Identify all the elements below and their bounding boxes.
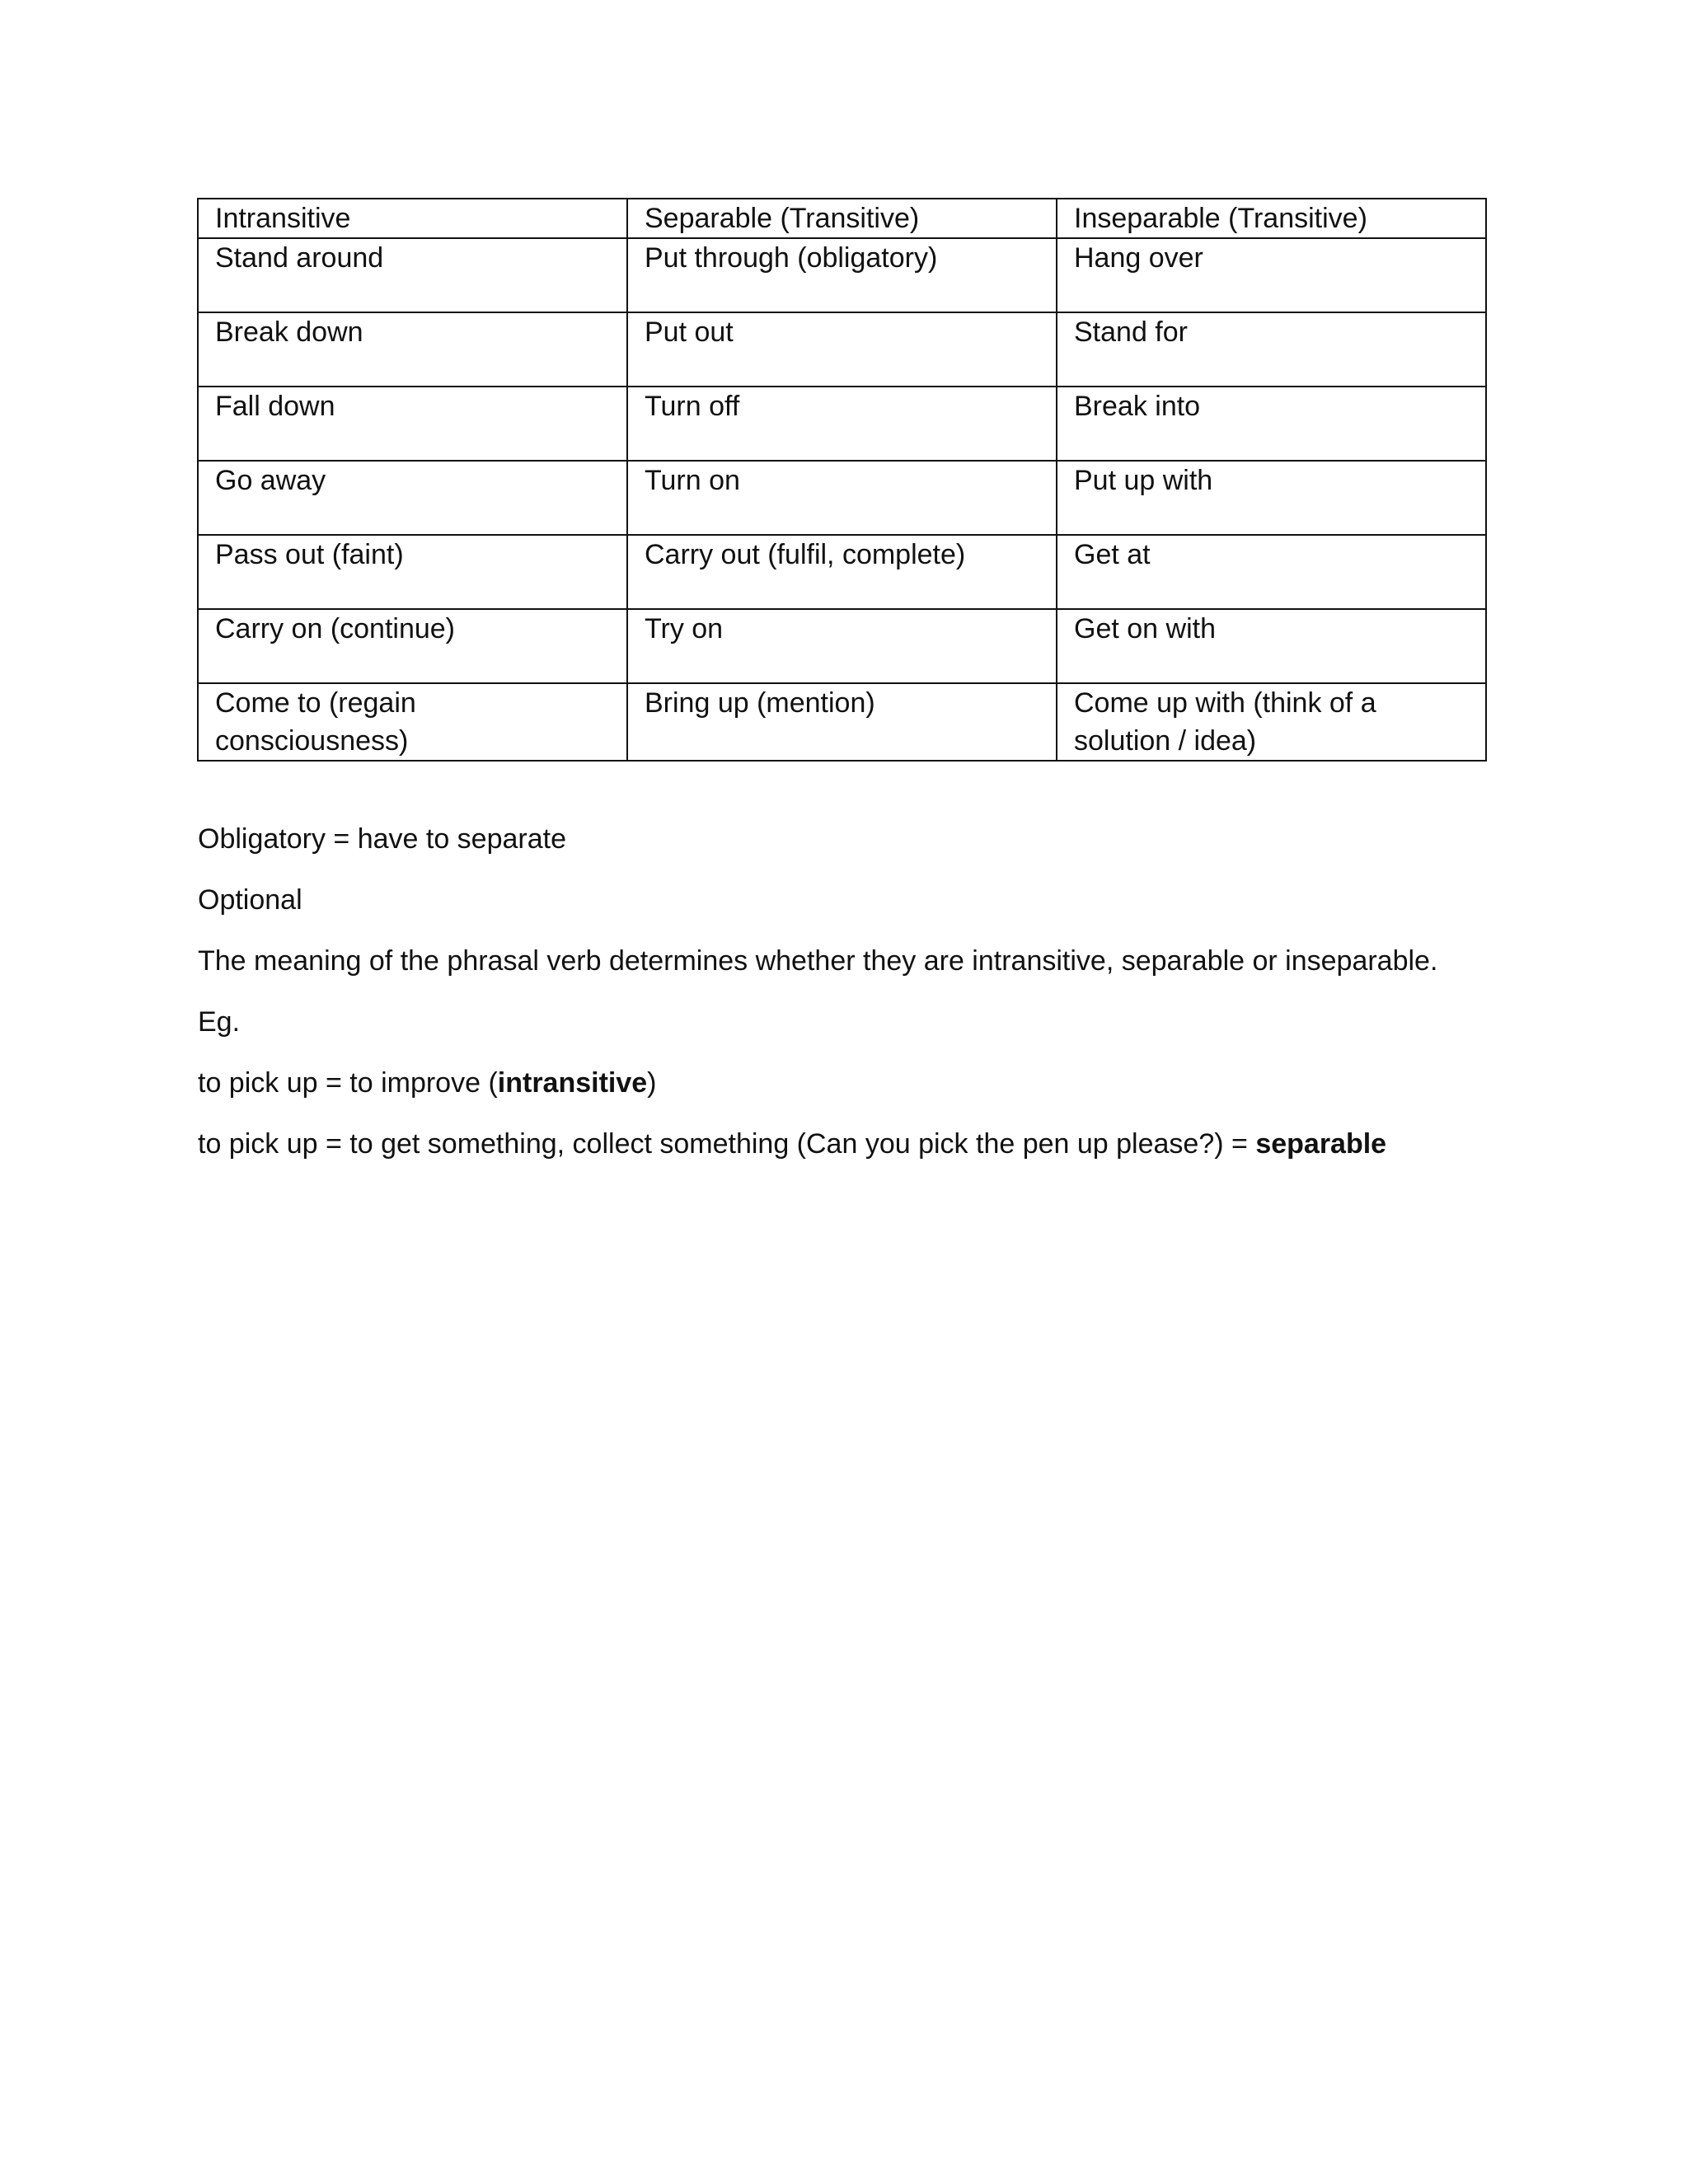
table-cell: Turn off — [627, 387, 1057, 461]
example-bold-term: separable — [1255, 1128, 1387, 1160]
table-cell: Stand for — [1057, 312, 1486, 387]
table-cell: Try on — [627, 609, 1057, 683]
example-text: ) — [647, 1067, 657, 1099]
table-cell: Get at — [1057, 535, 1486, 609]
table-row — [198, 238, 1486, 312]
table-cell: Pass out (faint) — [198, 535, 627, 609]
meaning-note: The meaning of the phrasal verb determines whether they are intransitive, separable or inseparable. — [198, 945, 1438, 977]
table-row — [198, 461, 1486, 535]
example-label: Eg. — [198, 1006, 241, 1038]
obligatory-note: Obligatory = have to separate — [198, 823, 566, 855]
table-cell: Turn on — [627, 461, 1057, 535]
example-text: to pick up = to get something, collect something (Can you pick the pen up please?) = — [198, 1128, 1256, 1160]
optional-note: Optional — [198, 884, 302, 916]
table-row — [198, 535, 1486, 609]
header-intransitive: Intransitive — [198, 199, 627, 238]
table-cell: Carry out (fulfil, complete) — [627, 535, 1057, 609]
table-cell: Break down — [198, 312, 627, 387]
table-cell: Put out — [627, 312, 1057, 387]
table-row — [198, 387, 1486, 461]
table-cell: Stand around — [198, 238, 627, 312]
header-inseparable: Inseparable (Transitive) — [1057, 199, 1486, 238]
table-cell: Fall down — [198, 387, 627, 461]
table-cell: Carry on (continue) — [198, 609, 627, 683]
table-cell: Come up with (think of a solution / idea) — [1057, 683, 1486, 761]
table-cell: Hang over — [1057, 238, 1486, 312]
notes-section — [198, 820, 1517, 1186]
table-cell: Get on with — [1057, 609, 1486, 683]
example-bold-term: intransitive — [497, 1067, 648, 1099]
table-cell: Put through (obligatory) — [627, 238, 1057, 312]
table-row — [198, 683, 1486, 761]
table-cell: Break into — [1057, 387, 1486, 461]
example-intransitive — [198, 1064, 1517, 1102]
example-separable — [198, 1125, 1517, 1163]
example-text: to pick up = to improve ( — [198, 1067, 498, 1099]
table-cell: Bring up (mention) — [627, 683, 1057, 761]
table-cell: Come to (regain consciousness) — [198, 683, 627, 761]
table-cell: Go away — [198, 461, 627, 535]
table-cell: Put up with — [1057, 461, 1486, 535]
table-header-row — [198, 199, 1486, 238]
table-row — [198, 312, 1486, 387]
phrasal-verbs-table — [197, 198, 1487, 762]
header-separable: Separable (Transitive) — [627, 199, 1057, 238]
table-row — [198, 609, 1486, 683]
